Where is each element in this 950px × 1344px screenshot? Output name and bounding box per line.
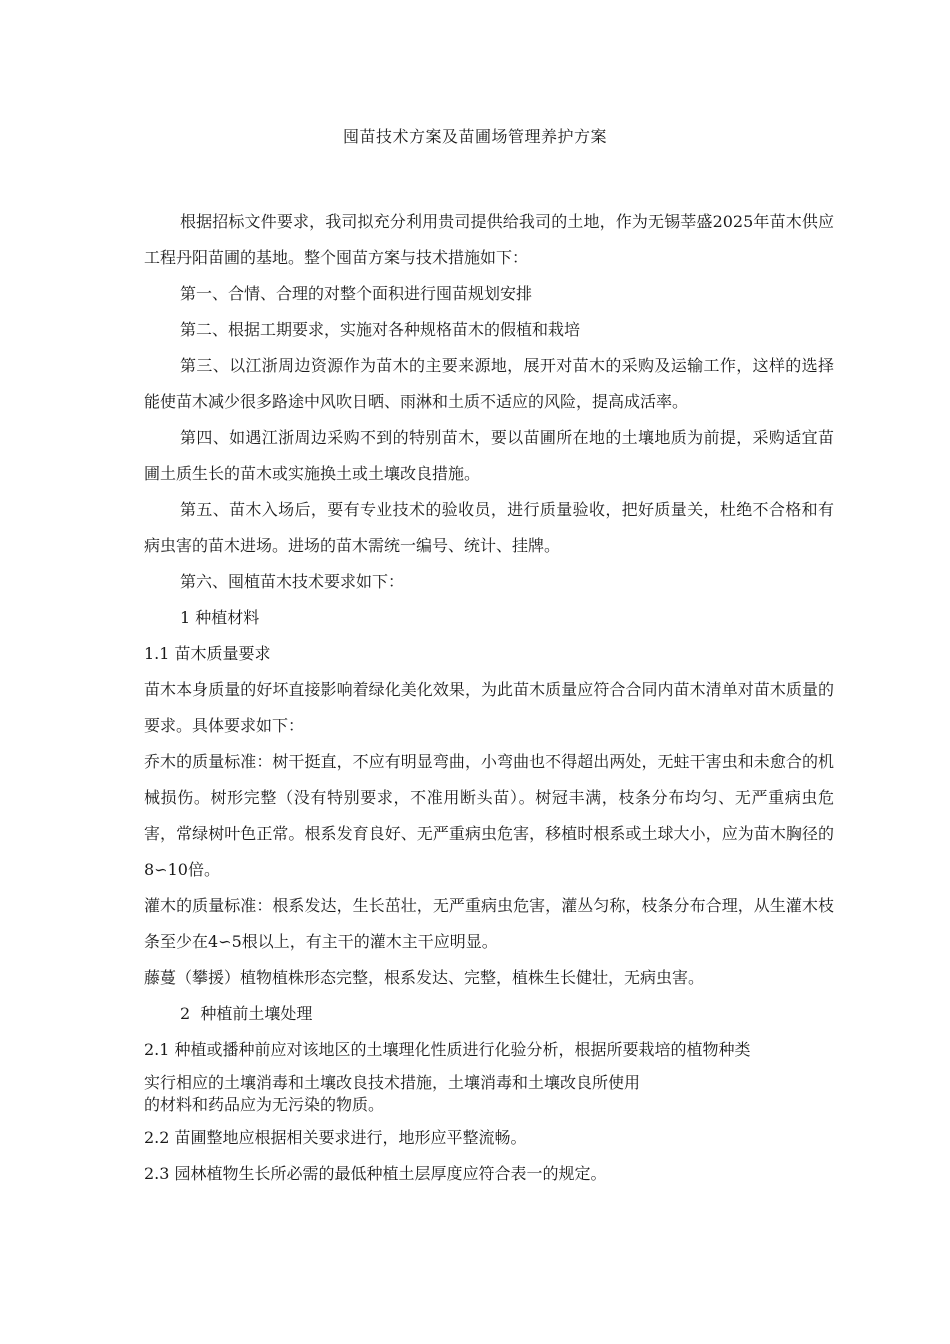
paragraph-vine-standard: 藤蔓（攀援）植物植株形态完整，根系发达、完整，植株生长健壮，无病虫害。 <box>144 968 705 987</box>
paragraph-intro: 根据招标文件要求，我司拟充分利用贵司提供给我司的土地，作为无锡莘盛2025年苗木供应工程丹阳苗圃的基地。整个囤苗方案与技术措施如下： <box>144 212 834 267</box>
paragraph-2-2: 2.2 苗圃整地应根据相关要求进行，地形应平整流畅。 <box>144 1128 527 1147</box>
paragraph-item-5: 第五、苗木入场后，要有专业技术的验收员，进行质量验收，把好质量关，杜绝不合格和有病虫害的苗木进场。进场的苗木需统一编号、统计、挂牌。 <box>144 500 834 555</box>
paragraph-shrub-standard: 灌木的质量标准：根系发达，生长茁壮，无严重病虫危害，灌丛匀称，枝条分布合理，从生灌木枝条至少在4∽5根以上，有主干的灌木主干应明显。 <box>144 896 834 951</box>
paragraph-2-3: 2.3 园林植物生长所必需的最低种植土层厚度应符合表一的规定。 <box>144 1164 607 1183</box>
paragraph-2-1-line-1: 2.1 种植或播种前应对该地区的土壤理化性质进行化验分析，根据所要栽培的植物种类 <box>144 1040 751 1059</box>
paragraph-2-1-line-3: 的材料和药品应为无污染的物质。 <box>144 1095 385 1114</box>
paragraph-item-2: 第二、根据工期要求，实施对各种规格苗木的假植和栽培 <box>180 320 581 339</box>
paragraph-item-6: 第六、囤植苗木技术要求如下： <box>180 572 405 591</box>
section-heading-1: 1 种植材料 <box>180 608 260 627</box>
paragraph-item-4: 第四、如遇江浙周边采购不到的特别苗木，要以苗圃所在地的土壤地质为前提，采购适宜苗圃土质生长的苗木或实施换土或土壤改良措施。 <box>144 428 834 483</box>
paragraph-quality-intro: 苗木本身质量的好坏直接影响着绿化美化效果，为此苗木质量应符合合同内苗木清单对苗木质量的要求。具体要求如下： <box>144 680 834 735</box>
subsection-heading-1-1: 1.1 苗木质量要求 <box>144 644 271 663</box>
paragraph-2-1-line-2: 实行相应的土壤消毒和土壤改良技术措施，土壤消毒和土壤改良所使用 <box>144 1073 641 1092</box>
paragraph-item-3: 第三、以江浙周边资源作为苗木的主要来源地，展开对苗木的采购及运输工作，这样的选择能使苗木减少很多路途中风吹日晒、雨淋和土质不适应的风险，提高成活率。 <box>144 356 834 411</box>
paragraph-item-1: 第一、合情、合理的对整个面积进行囤苗规划安排 <box>180 284 533 303</box>
section-heading-2: 2 种植前土壤处理 <box>180 1004 313 1023</box>
document-body <box>144 204 834 1192</box>
paragraph-tree-standard: 乔木的质量标准：树干挺直，不应有明显弯曲，小弯曲也不得超出两处，无蛀干害虫和未愈合的机械损伤。树形完整（没有特别要求，不准用断头苗）。树冠丰满，枝条分布均匀、无严重病虫危害，常绿树叶色正常。根系发育良好、无严重病虫危害，移植时根系或土球大小，应为苗木胸径的8∽10倍。 <box>144 752 834 879</box>
document-title: 囤苗技术方案及苗圃场管理养护方案 <box>342 127 607 146</box>
